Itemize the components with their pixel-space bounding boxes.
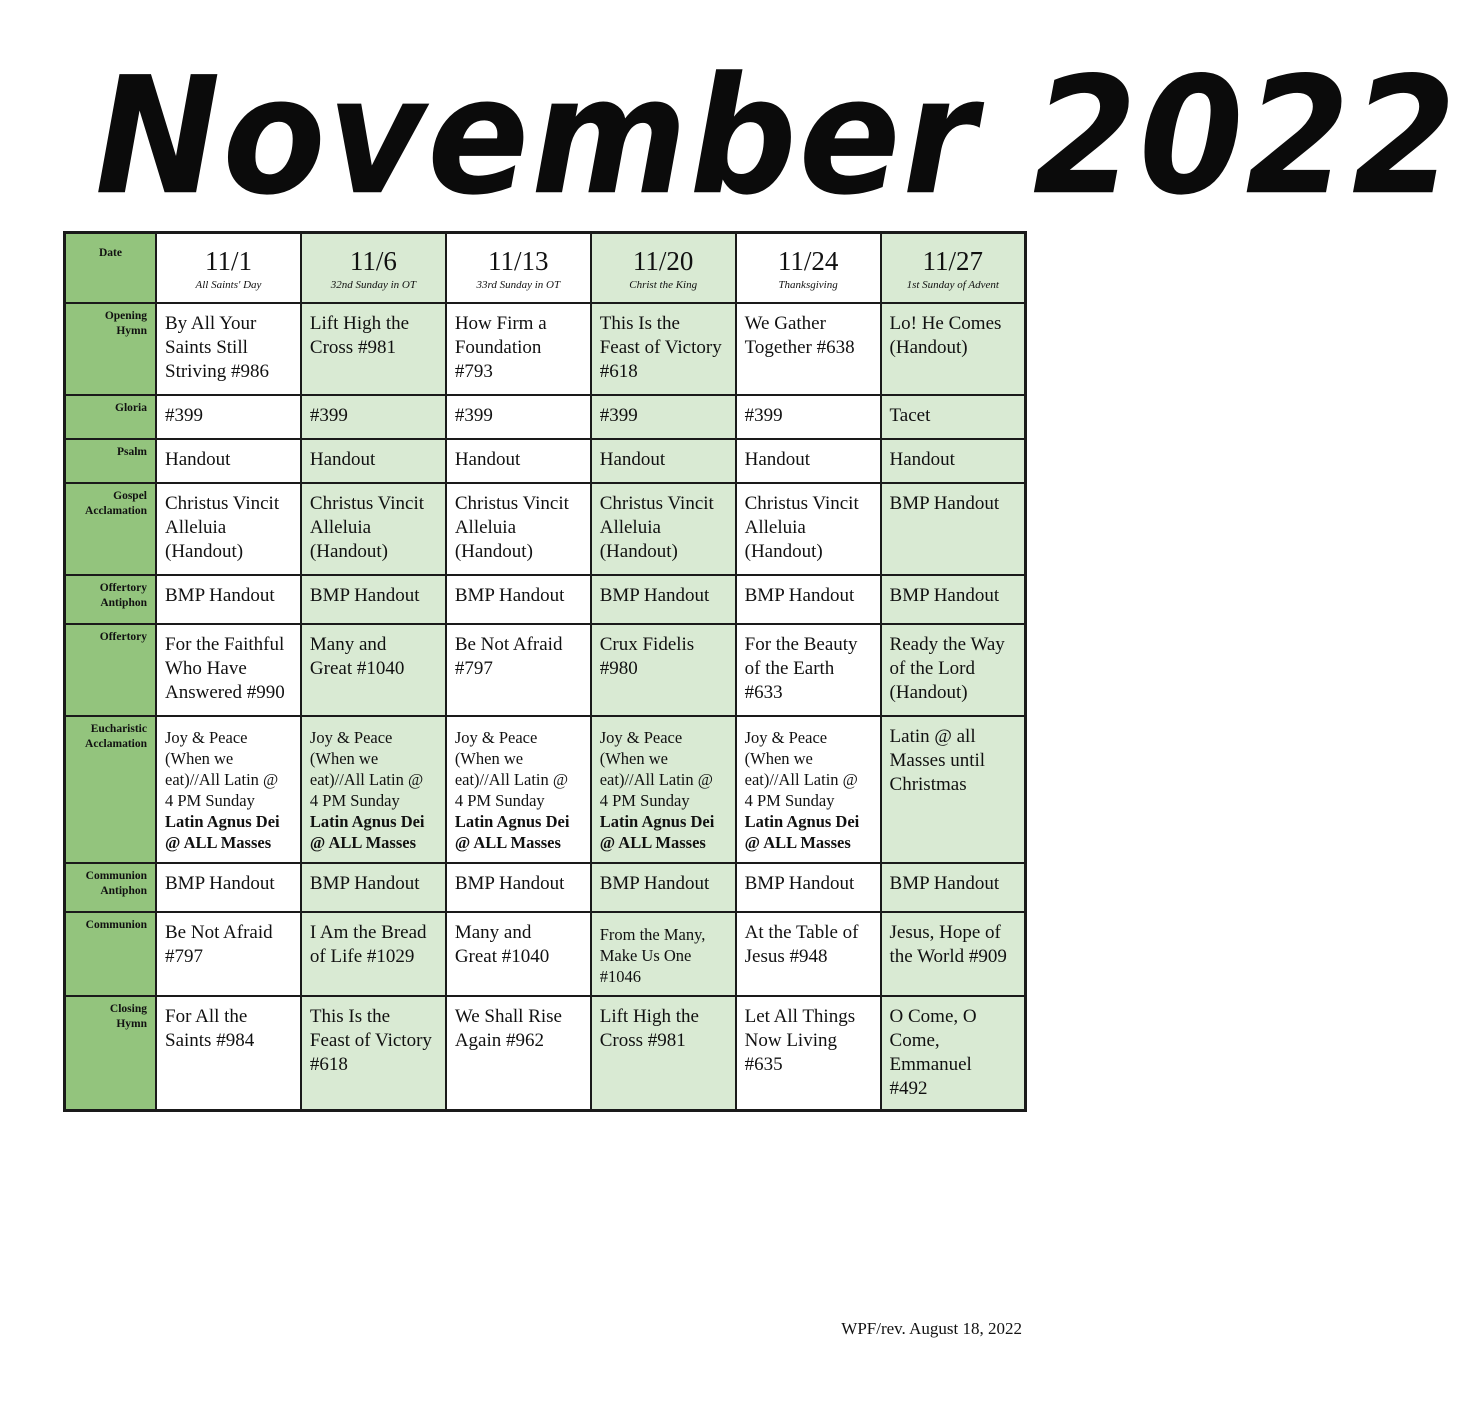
row-label-text: Communion	[85, 870, 147, 882]
cell-gloria	[591, 395, 736, 439]
feast-name: Thanksgiving	[778, 279, 838, 291]
cell-line: Feast of Victory	[599, 337, 722, 358]
cell-text: Handout	[454, 449, 521, 470]
cell-line: At the Table of	[744, 922, 859, 943]
cell-text: BMP Handout	[309, 873, 420, 894]
cell-text: BMP Handout	[309, 585, 420, 606]
cell-opening-hymn	[301, 303, 446, 395]
cell-text: #399	[309, 405, 348, 426]
cell-line: Make Us One	[599, 946, 692, 965]
date-header-col-2	[446, 233, 591, 304]
cell-communion-antiphon	[591, 863, 736, 912]
cell-line: eat)//All Latin @	[744, 770, 858, 789]
cell-gospel-acclamation	[156, 483, 301, 575]
cell-line: eat)//All Latin @	[309, 770, 424, 789]
cell-offertory-antiphon	[156, 575, 301, 624]
cell-line: Christmas	[889, 774, 967, 795]
cell-eucharistic-acclamation	[591, 716, 736, 863]
cell-gloria	[301, 395, 446, 439]
cell-line: For All the	[165, 1006, 248, 1027]
row-label-text: Offertory	[99, 582, 147, 594]
cell-line: 4 PM Sunday	[309, 791, 400, 810]
row-label-text: Date	[99, 247, 122, 259]
cell-offertory	[591, 624, 736, 716]
cell-line: Ready the Way	[889, 634, 1005, 655]
row-label-gloria	[65, 395, 157, 439]
cell-line: Masses until	[889, 750, 986, 771]
cell-line: Alleluia	[309, 517, 372, 538]
schedule-table	[63, 231, 1027, 1112]
cell-line: Again #962	[454, 1030, 544, 1051]
cell-text: #399	[165, 405, 203, 426]
date-header-col-0	[156, 233, 301, 304]
date-header-col-4	[736, 233, 881, 304]
row-label-text: Opening	[104, 310, 147, 322]
cell-text: BMP Handout	[744, 873, 855, 894]
cell-line: Christus Vincit	[744, 493, 859, 514]
cell-offertory	[446, 624, 591, 716]
cell-communion	[446, 912, 591, 996]
cell-communion-antiphon	[301, 863, 446, 912]
cell-line: Lift High the	[309, 313, 410, 334]
cell-line: Great #1040	[454, 946, 550, 967]
cell-line: Striving #986	[165, 361, 269, 382]
page-title: November 2022	[95, 43, 1458, 232]
cell-line: Jesus, Hope of	[889, 922, 1001, 943]
feast-name: 32nd Sunday in OT	[330, 279, 416, 291]
cell-line: Crux Fidelis	[599, 634, 695, 655]
cell-line: O Come, O	[889, 1006, 977, 1027]
cell-line: of the Lord	[889, 658, 976, 679]
cell-line: Now Living	[744, 1030, 837, 1051]
cell-offertory-antiphon	[446, 575, 591, 624]
row-label-psalm	[65, 439, 157, 483]
cell-opening-hymn	[156, 303, 301, 395]
cell-line: eat)//All Latin @	[599, 770, 713, 789]
cell-line: Be Not Afraid	[454, 634, 563, 655]
row-offertory-antiphon	[65, 575, 1026, 624]
cell-line: #797	[165, 946, 203, 967]
cell-text: Handout	[744, 449, 811, 470]
cell-gloria	[736, 395, 881, 439]
row-gloria	[65, 395, 1026, 439]
cell-closing-hymn	[301, 996, 446, 1110]
cell-line: Let All Things	[744, 1006, 856, 1027]
cell-line: Christus Vincit	[599, 493, 714, 514]
cell-offertory-antiphon	[301, 575, 446, 624]
cell-line: (Handout)	[165, 541, 244, 562]
date-value: 11/1	[204, 246, 252, 276]
row-communion	[65, 912, 1026, 996]
cell-line: #633	[744, 682, 783, 703]
cell-line: Joy & Peace	[454, 728, 538, 747]
cell-line: of Life #1029	[309, 946, 415, 967]
cell-opening-hymn	[591, 303, 736, 395]
cell-line: For the Beauty	[744, 634, 858, 655]
cell-line: (Handout)	[309, 541, 388, 562]
cell-line: Alleluia	[744, 517, 806, 538]
cell-line: By All Your	[165, 313, 257, 334]
cell-line-bold: @ ALL Masses	[454, 833, 561, 852]
cell-eucharistic-acclamation	[736, 716, 881, 863]
cell-psalm	[591, 439, 736, 483]
cell-line-bold: @ ALL Masses	[165, 833, 272, 852]
cell-communion-antiphon	[446, 863, 591, 912]
cell-line: #618	[599, 361, 638, 382]
cell-line-bold: @ ALL Masses	[599, 833, 706, 852]
cell-text: BMP Handout	[889, 873, 1000, 894]
cell-offertory	[156, 624, 301, 716]
row-opening-hymn	[65, 303, 1026, 395]
cell-line: Be Not Afraid	[165, 922, 273, 943]
cell-communion-antiphon	[736, 863, 881, 912]
cell-opening-hymn	[446, 303, 591, 395]
cell-text: Tacet	[889, 405, 931, 426]
cell-text: BMP Handout	[165, 585, 275, 606]
cell-line: of the Earth	[744, 658, 835, 679]
cell-text: BMP Handout	[454, 873, 565, 894]
cell-eucharistic-acclamation	[301, 716, 446, 863]
header-row	[65, 233, 1026, 304]
cell-offertory	[881, 624, 1026, 716]
cell-text: BMP Handout	[889, 585, 1000, 606]
cell-line: Joy & Peace	[309, 728, 393, 747]
revision-footer: WPF/rev. August 18, 2022	[841, 1319, 1022, 1338]
cell-line: #980	[599, 658, 638, 679]
row-label-date	[65, 233, 157, 304]
cell-line: 4 PM Sunday	[599, 791, 690, 810]
cell-line: (When we	[309, 749, 379, 768]
row-closing-hymn	[65, 996, 1026, 1110]
cell-closing-hymn	[446, 996, 591, 1110]
cell-gospel-acclamation	[446, 483, 591, 575]
cell-line-bold: Latin Agnus Dei	[454, 812, 570, 831]
row-label-opening-hymn	[65, 303, 157, 395]
cell-line: Lift High the	[599, 1006, 699, 1027]
date-header-col-1	[301, 233, 446, 304]
cell-line: Lo! He Comes	[889, 313, 1002, 334]
cell-line: 4 PM Sunday	[165, 791, 255, 810]
row-label-text: Acclamation	[85, 738, 147, 750]
cell-line: #618	[309, 1054, 348, 1075]
date-value: 11/6	[349, 246, 397, 276]
cell-line: Alleluia	[454, 517, 517, 538]
cell-communion	[156, 912, 301, 996]
row-label-text: Communion	[85, 919, 147, 931]
row-label-text: Gospel	[113, 490, 147, 502]
cell-line: Joy & Peace	[744, 728, 828, 747]
row-label-communion	[65, 912, 157, 996]
cell-line: #797	[454, 658, 493, 679]
cell-gospel-acclamation	[881, 483, 1026, 575]
cell-line: Cross #981	[309, 337, 396, 358]
row-label-text: Acclamation	[85, 505, 147, 517]
cell-line: (Handout)	[889, 337, 968, 358]
cell-line-bold: @ ALL Masses	[744, 833, 851, 852]
cell-line: 4 PM Sunday	[454, 791, 545, 810]
cell-line: Jesus #948	[744, 946, 828, 967]
cell-psalm	[736, 439, 881, 483]
cell-communion	[881, 912, 1026, 996]
cell-psalm	[156, 439, 301, 483]
cell-line: (When we	[599, 749, 668, 768]
cell-communion-antiphon	[156, 863, 301, 912]
cell-line: eat)//All Latin @	[165, 770, 279, 789]
row-label-text: Psalm	[116, 446, 147, 458]
row-psalm	[65, 439, 1026, 483]
row-label-text: Hymn	[116, 1018, 147, 1030]
cell-line: Saints #984	[165, 1030, 255, 1051]
cell-text: Handout	[599, 449, 666, 470]
cell-line: (When we	[165, 749, 234, 768]
cell-closing-hymn	[156, 996, 301, 1110]
cell-closing-hymn	[591, 996, 736, 1110]
cell-line: (Handout)	[744, 541, 823, 562]
cell-offertory-antiphon	[736, 575, 881, 624]
cell-gloria	[881, 395, 1026, 439]
cell-line-bold: @ ALL Masses	[309, 833, 417, 852]
cell-communion-antiphon	[881, 863, 1026, 912]
cell-psalm	[301, 439, 446, 483]
cell-line: #635	[744, 1054, 783, 1075]
cell-psalm	[446, 439, 591, 483]
cell-text: BMP Handout	[599, 873, 710, 894]
feast-name: 1st Sunday of Advent	[906, 279, 999, 291]
cell-line: Latin @ all	[889, 726, 976, 747]
cell-line: #793	[454, 361, 493, 382]
cell-line: #1046	[599, 967, 641, 986]
cell-text: Handout	[309, 449, 376, 470]
cell-line: (Handout)	[599, 541, 678, 562]
cell-offertory	[301, 624, 446, 716]
cell-text: BMP Handout	[165, 873, 275, 894]
cell-text: Handout	[889, 449, 955, 470]
row-label-text: Eucharistic	[90, 723, 147, 735]
cell-gloria	[156, 395, 301, 439]
cell-line: #492	[889, 1078, 928, 1099]
cell-line: Emmanuel	[889, 1054, 972, 1075]
feast-name: Christ the King	[629, 279, 698, 291]
cell-line: (Handout)	[889, 682, 968, 703]
row-label-communion-antiphon	[65, 863, 157, 912]
cell-line: Cross #981	[599, 1030, 686, 1051]
feast-name: 33rd Sunday in OT	[476, 279, 561, 291]
row-label-text: Hymn	[116, 325, 147, 337]
cell-line: BMP Handout	[889, 493, 1000, 514]
cell-line: Alleluia	[599, 517, 661, 538]
cell-eucharistic-acclamation	[446, 716, 591, 863]
cell-line: Come,	[889, 1030, 940, 1051]
date-header-col-3	[591, 233, 736, 304]
row-label-eucharistic-acclamation	[65, 716, 157, 863]
cell-eucharistic-acclamation	[156, 716, 301, 863]
cell-line: This Is the	[309, 1006, 391, 1027]
date-value: 11/27	[922, 246, 984, 276]
cell-text: Handout	[165, 449, 231, 470]
row-gospel-acclamation	[65, 483, 1026, 575]
cell-line: Who Have	[165, 658, 247, 679]
cell-line: Many and	[454, 922, 532, 943]
row-label-text: Offertory	[99, 631, 147, 643]
cell-psalm	[881, 439, 1026, 483]
cell-line-bold: Latin Agnus Dei	[165, 812, 280, 831]
cell-line: Christus Vincit	[454, 493, 569, 514]
cell-line: Joy & Peace	[165, 728, 248, 747]
feast-name: All Saints' Day	[195, 279, 262, 291]
cell-gospel-acclamation	[591, 483, 736, 575]
cell-offertory-antiphon	[591, 575, 736, 624]
cell-line: (Handout)	[454, 541, 533, 562]
cell-text: #399	[599, 405, 638, 426]
cell-line: How Firm a	[454, 313, 547, 334]
cell-line: Together #638	[744, 337, 855, 358]
cell-line: We Shall Rise	[454, 1006, 562, 1027]
cell-line: Great #1040	[309, 658, 405, 679]
cell-communion	[301, 912, 446, 996]
cell-line: Answered #990	[165, 682, 285, 703]
cell-line: I Am the Bread	[309, 922, 427, 943]
cell-line-bold: Latin Agnus Dei	[744, 812, 860, 831]
row-offertory	[65, 624, 1026, 716]
row-label-text: Closing	[109, 1003, 147, 1015]
cell-line: Alleluia	[165, 517, 227, 538]
cell-closing-hymn	[881, 996, 1026, 1110]
cell-line: 4 PM Sunday	[744, 791, 835, 810]
cell-line: Christus Vincit	[309, 493, 425, 514]
cell-line: (When we	[454, 749, 524, 768]
row-label-text: Antiphon	[100, 597, 147, 609]
row-label-text: Antiphon	[100, 885, 147, 897]
cell-communion	[591, 912, 736, 996]
cell-offertory-antiphon	[881, 575, 1026, 624]
date-value: 11/13	[488, 246, 549, 276]
cell-gospel-acclamation	[301, 483, 446, 575]
row-label-offertory-antiphon	[65, 575, 157, 624]
cell-gloria	[446, 395, 591, 439]
row-label-text: Gloria	[115, 402, 147, 414]
row-label-offertory	[65, 624, 157, 716]
cell-text: #399	[454, 405, 493, 426]
date-value: 11/20	[632, 246, 694, 276]
cell-offertory	[736, 624, 881, 716]
cell-line: Christus Vincit	[165, 493, 280, 514]
cell-text: BMP Handout	[744, 585, 855, 606]
cell-line: Feast of Victory	[309, 1030, 432, 1051]
row-label-closing-hymn	[65, 996, 157, 1110]
cell-eucharistic-acclamation	[881, 716, 1026, 863]
cell-line: Joy & Peace	[599, 728, 683, 747]
cell-text: BMP Handout	[599, 585, 710, 606]
date-header-col-5	[881, 233, 1026, 304]
cell-gospel-acclamation	[736, 483, 881, 575]
cell-line: We Gather	[744, 313, 826, 334]
cell-line: This Is the	[599, 313, 680, 334]
row-label-gospel-acclamation	[65, 483, 157, 575]
cell-opening-hymn	[736, 303, 881, 395]
cell-line: From the Many,	[599, 925, 706, 944]
cell-line: Foundation	[454, 337, 542, 358]
cell-line: Saints Still	[165, 337, 248, 358]
cell-line: the World #909	[889, 946, 1007, 967]
cell-line: Many and	[309, 634, 387, 655]
cell-closing-hymn	[736, 996, 881, 1110]
cell-communion	[736, 912, 881, 996]
row-eucharistic-acclamation	[65, 716, 1026, 863]
cell-text: BMP Handout	[454, 585, 565, 606]
row-communion-antiphon	[65, 863, 1026, 912]
cell-line: (When we	[744, 749, 813, 768]
cell-line-bold: Latin Agnus Dei	[309, 812, 425, 831]
cell-text: #399	[744, 405, 783, 426]
cell-line: eat)//All Latin @	[454, 770, 569, 789]
cell-line-bold: Latin Agnus Dei	[599, 812, 715, 831]
cell-opening-hymn	[881, 303, 1026, 395]
date-value: 11/24	[777, 246, 839, 276]
cell-line: For the Faithful	[165, 634, 285, 655]
